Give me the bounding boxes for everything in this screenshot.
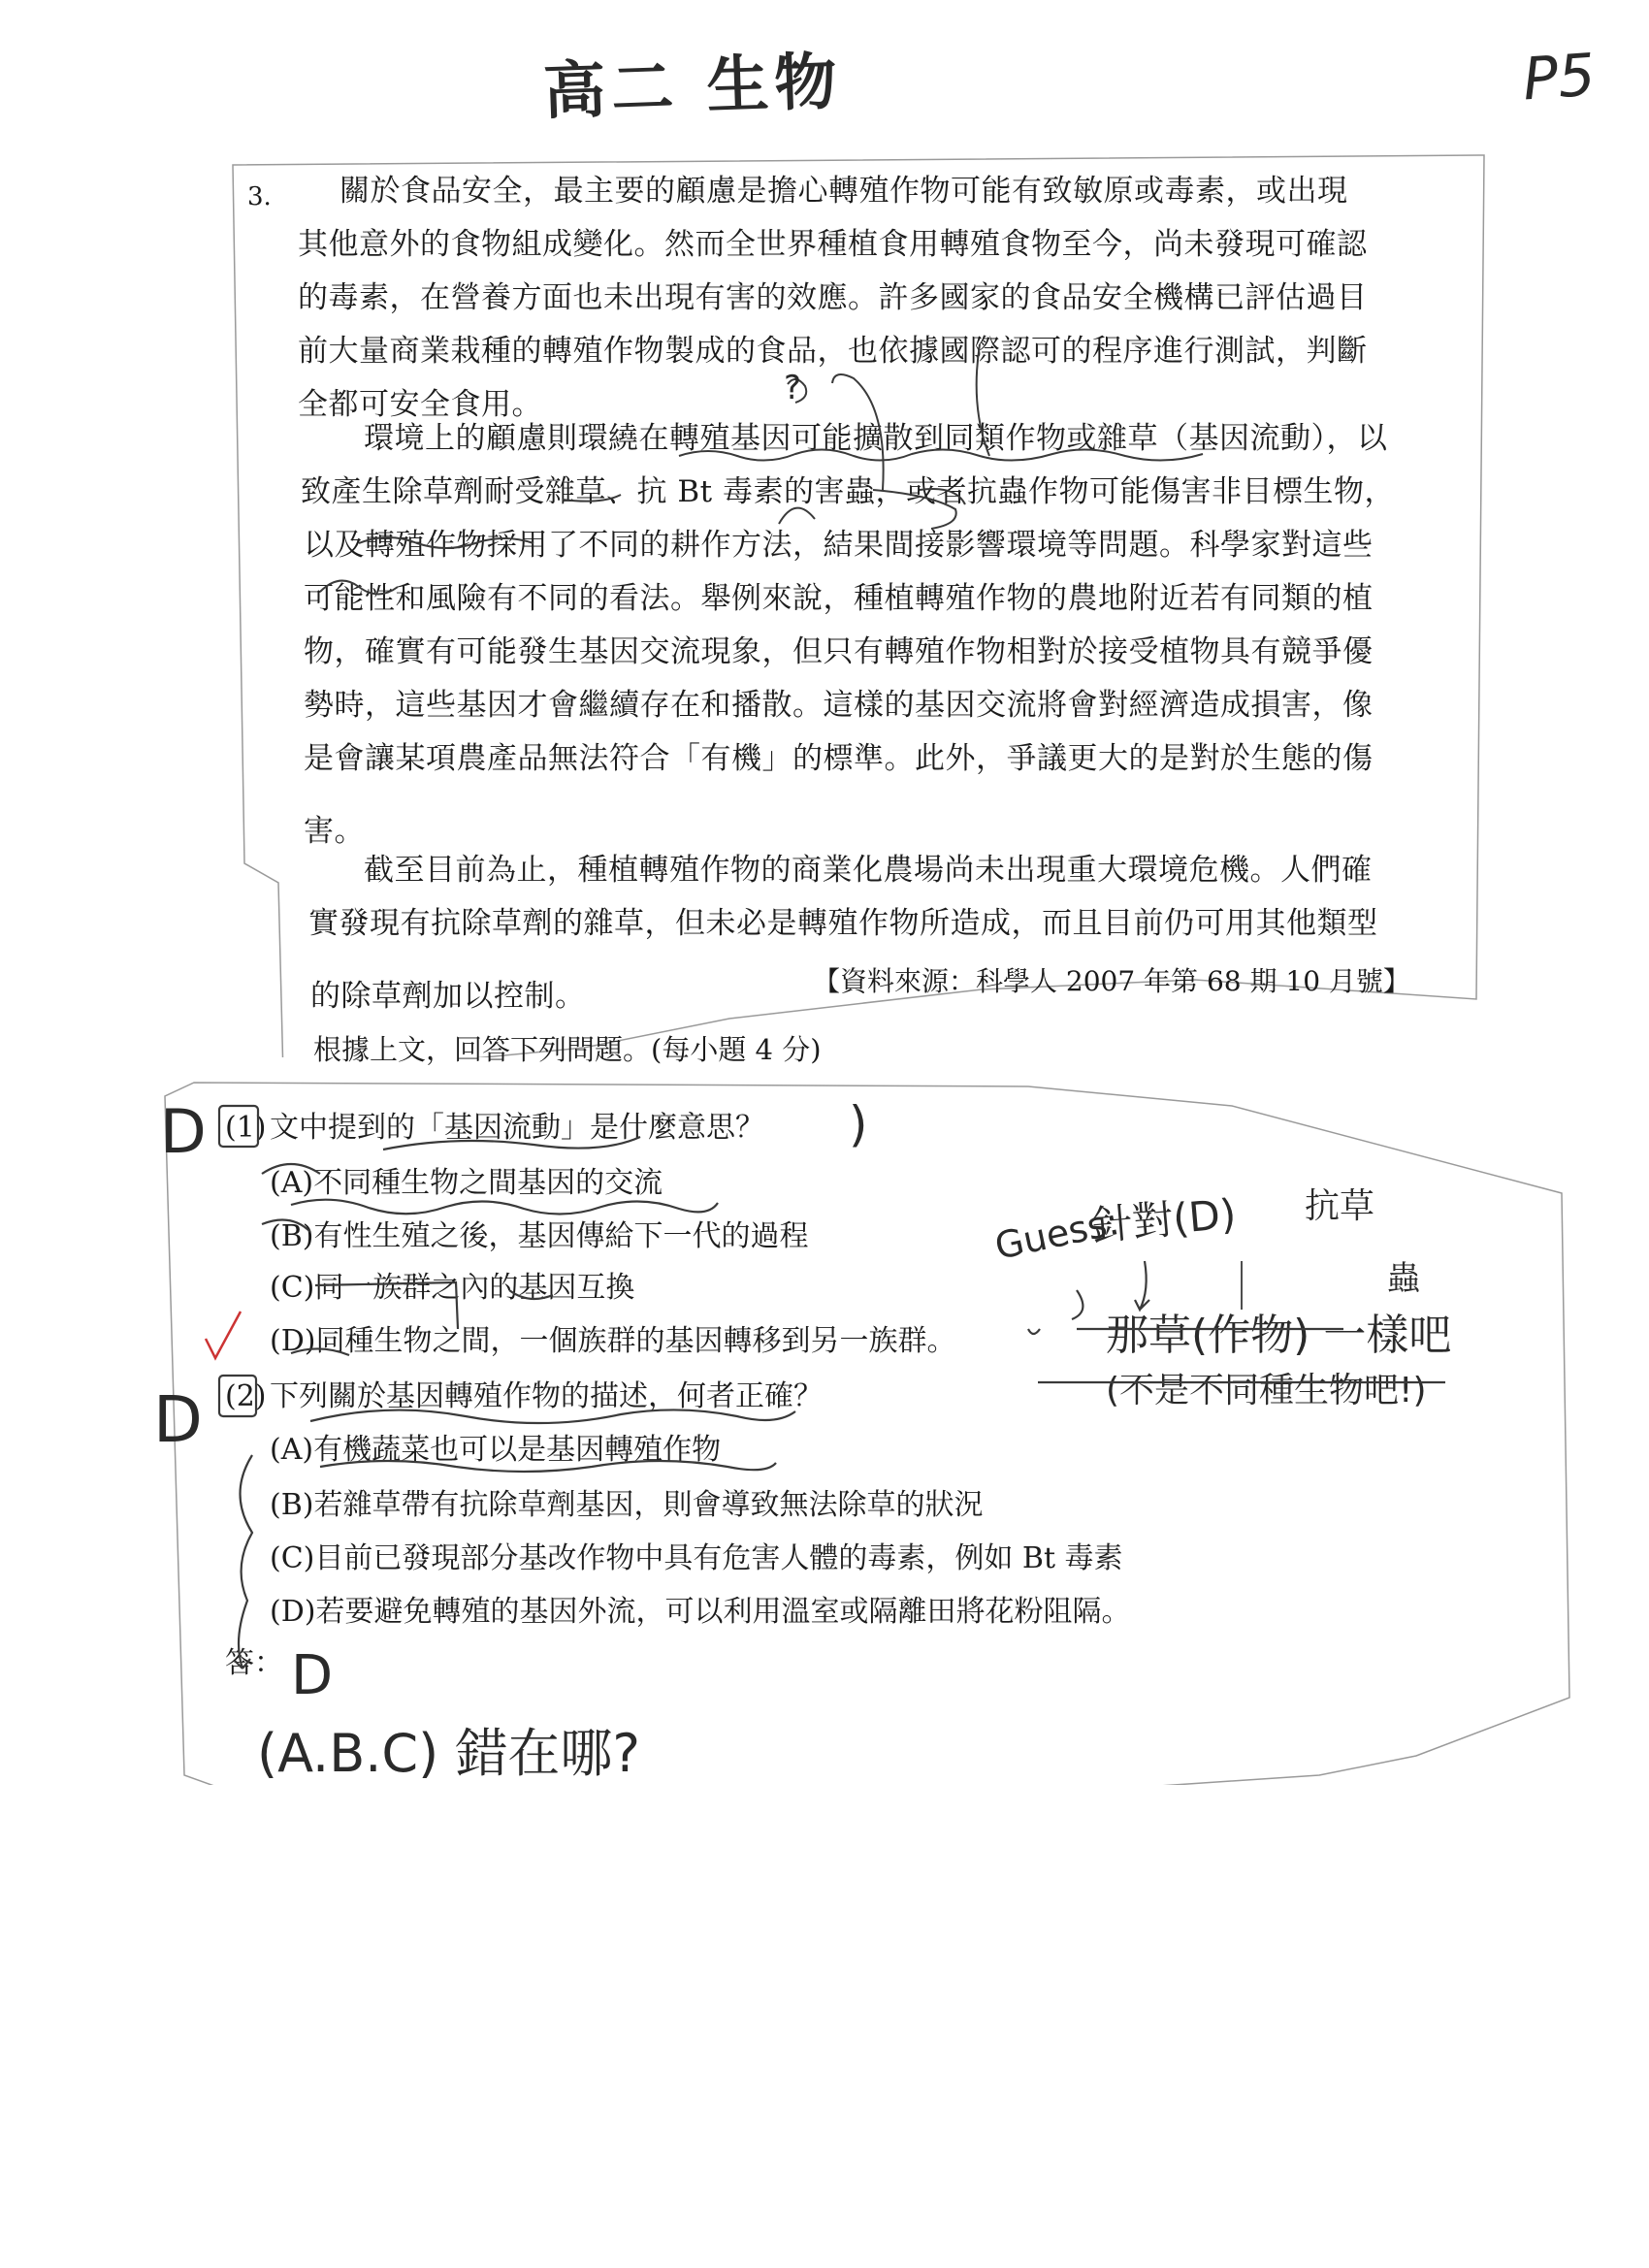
- passage-line: 可能性和風險有不同的看法。舉例來說，種植轉殖作物的農地附近若有同類的植: [304, 581, 1374, 616]
- handwritten-bottom-question: (A.B.C) 錯在哪?: [257, 1723, 641, 1784]
- answer-label: 答：: [225, 1646, 283, 1680]
- passage-line: 致產生除草劑耐受雜草、抗 Bt 毒素的害蟲，或者抗蟲作物可能傷害非目標生物，: [301, 474, 1395, 509]
- passage-instruction: 根據上文，回答下列問題。(每小題 4 分): [313, 1033, 822, 1066]
- option-d[interactable]: (D)同種生物之間，一個族群的基因轉移到另一族群。: [270, 1324, 956, 1358]
- handwritten-question-mark: ?: [784, 369, 802, 407]
- handwritten-guess-label: Guess:: [990, 1200, 1123, 1268]
- passage-line: 其他意外的食物組成變化。然而全世界種植食用轉殖食物至今，尚未發現可確認: [298, 227, 1368, 262]
- question-stem: 下列關於基因轉殖作物的描述，何者正確？: [270, 1379, 823, 1413]
- passage-line: 截至目前為止，種植轉殖作物的商業化農場尚未出現重大環境危機。人們確: [364, 853, 1373, 888]
- handwritten-weed-note-2: (不是不同種生物吧!): [1106, 1371, 1427, 1410]
- passage-line: 以及轉殖作物採用了不同的耕作方法，結果間接影響環境等問題。科學家對這些: [304, 528, 1374, 563]
- passage-line: 物，確實有可能發生基因交流現象，但只有轉殖作物相對於接受植物具有競爭優: [304, 634, 1374, 669]
- option-c[interactable]: (C)目前已發現部分基改作物中具有危害人體的毒素，例如 Bt 毒素: [270, 1541, 1123, 1575]
- passage-line: 實發現有抗除草劑的雜草，但未必是轉殖作物所造成，而且目前仍可用其他類型: [308, 906, 1378, 941]
- option-a[interactable]: (A)不同種生物之間基因的交流: [270, 1166, 663, 1200]
- passage-line: 是會讓某項農產品無法符合「有機」的標準。此外，爭議更大的是對於生態的傷: [304, 741, 1374, 776]
- page-mark: P5: [1520, 41, 1598, 114]
- option-b[interactable]: (B)若雜草帶有抗除草劑基因，則會導致無法除草的狀況: [270, 1488, 984, 1522]
- passage-line: 害。: [304, 814, 365, 849]
- question-number: (1): [225, 1111, 267, 1145]
- passage-number: 3.: [247, 182, 272, 211]
- passage-line: 環境上的顧慮則環繞在轉殖基因可能擴散到同類作物或雜草（基因流動），以: [364, 421, 1388, 456]
- option-d[interactable]: (D)若要避免轉殖的基因外流，可以利用溫室或隔離田將花粉阻隔。: [270, 1595, 1131, 1629]
- handwritten-answer-q1: D: [160, 1096, 207, 1167]
- handwritten-answer-d-stem: ): [849, 1096, 868, 1152]
- option-c[interactable]: (C)同一族群之內的基因互換: [270, 1271, 635, 1305]
- handwritten-answer-d: D: [291, 1644, 334, 1707]
- handwritten-kang-note: 抗草: [1305, 1186, 1375, 1226]
- option-a[interactable]: (A)有機蔬菜也可以是基因轉殖作物: [270, 1433, 722, 1467]
- handwritten-answer-q2: D: [153, 1382, 203, 1457]
- handwritten-guess-target: 針對(D): [1089, 1189, 1239, 1250]
- handwritten-title: 高二 生物: [542, 46, 844, 129]
- option-b[interactable]: (B)有性生殖之後，基因傳給下一代的過程: [270, 1219, 809, 1253]
- question-stem: 文中提到的「基因流動」是什麼意思？: [270, 1111, 764, 1145]
- passage-line: 關於食品安全，最主要的顧慮是擔心轉殖作物可能有致敏原或毒素，或出現: [340, 174, 1348, 209]
- handwritten-chong-note: 蟲: [1387, 1259, 1420, 1298]
- passage-line: 前大量商業栽種的轉殖作物製成的食品，也依據國際認可的程序進行測試，判斷: [298, 334, 1368, 369]
- handwritten-weed-note: 那草(作物) 一樣吧: [1106, 1311, 1452, 1360]
- passage-source: 【資料來源：科學人 2007 年第 68 期 10 月號】: [813, 965, 1410, 997]
- passage-line: 全都可安全食用。: [298, 387, 542, 422]
- passage-line: 的毒素，在營養方面也未出現有害的效應。許多國家的食品安全機構已評估過目: [298, 280, 1368, 315]
- passage-line: 的除草劑加以控制。: [310, 979, 586, 1014]
- passage-line: 勢時，這些基因才會繼續存在和播散。這樣的基因交流將會對經濟造成損害，像: [304, 688, 1374, 723]
- question-number: (2): [225, 1379, 267, 1413]
